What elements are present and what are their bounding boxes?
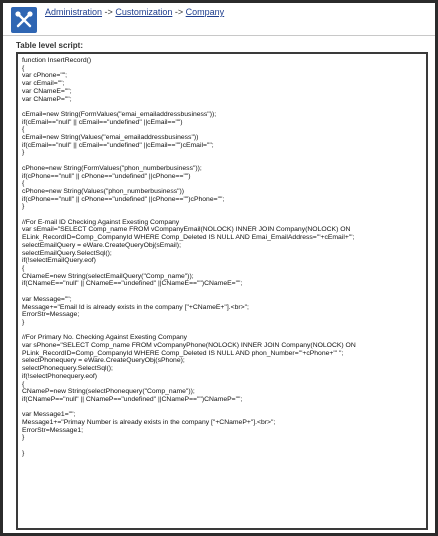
script-line [22, 157, 422, 165]
script-line: if(!selectPhonequery.eof) [22, 372, 98, 380]
script-line: var cEmail=""; [22, 80, 65, 88]
script-line: if(cEmail=="null" || cEmail=="undefined" ||cEmail=="")cEmail=""; [22, 141, 214, 149]
script-line [22, 442, 422, 450]
script-line: } [22, 449, 25, 457]
script-line: } [22, 149, 25, 157]
admin-window [3, 3, 435, 533]
breadcrumb-separator: -> [174, 7, 184, 17]
script-line: function InsertRecord() [22, 57, 92, 64]
script-line: var Message=""; [22, 295, 72, 303]
admin-tools-icon[interactable] [11, 7, 37, 33]
script-line: } [22, 434, 25, 442]
script-line: { [22, 180, 25, 188]
script-line [22, 103, 422, 111]
script-line: if(cEmail=="null" || cEmail=="undefined" ||cEmail=="") [22, 118, 183, 126]
script-line: } [22, 203, 25, 211]
script-line: CNameE=new String(selectEmailQuery("Comp_name")); [22, 272, 194, 280]
script-line: ErrorStr=Message1; [22, 426, 84, 434]
script-line: { [22, 380, 25, 388]
breadcrumb [45, 7, 224, 17]
script-line: if(CNameP=="null" || CNameP=="undefined" ||CNameP=="")CNameP=""; [22, 395, 243, 403]
script-line: cPhone=new String(FormValues("phon_numberbusiness")); [22, 164, 202, 172]
script-line: selectPhonequery = eWare.CreateQueryObj(sPhone); [22, 357, 185, 365]
script-line: var cPhone=""; [22, 72, 68, 80]
script-line: { [22, 264, 25, 272]
script-line: ELink_RecordID=Comp_CompanyId WHERE Comp_Deleted IS NULL AND Emai_EmailAddress='"+cEmail+"'; [22, 234, 355, 242]
script-line [22, 288, 422, 296]
script-line: //For E-mail ID Checking Against Exesting Company [22, 218, 180, 226]
script-line: CNameP=new String(selectPhonequery("Comp_name")); [22, 388, 195, 396]
script-line: if(!selectEmailQuery.eof) [22, 257, 96, 265]
script-line [22, 327, 422, 335]
script-line: } [22, 318, 25, 326]
script-line: Message1+="Primay Number is already exists in the company ["+CNameP+"].<br>"; [22, 419, 276, 427]
script-line: var sEmail="SELECT Comp_name FROM vCompanyEmail(NOLOCK) INNER JOIN Company(NOLOCK) ON [22, 226, 351, 234]
script-line: cEmail=new String(Values("emai_emailaddressbusiness")) [22, 134, 199, 142]
table-level-script-textarea[interactable] [16, 52, 428, 530]
script-line: selectEmailQuery.SelectSql(); [22, 249, 112, 257]
script-line: var Message1=""; [22, 411, 76, 419]
script-line [22, 404, 422, 412]
script-content [22, 57, 422, 458]
page-header [3, 3, 435, 36]
script-line: var CNameP=""; [22, 95, 72, 103]
breadcrumb-administration[interactable]: Administration [45, 7, 103, 17]
script-line: var CNameE=""; [22, 87, 72, 95]
script-line: ErrorStr=Message; [22, 311, 80, 319]
script-line: selectEmailQuery = eWare.CreateQueryObj(sEmail); [22, 241, 181, 249]
breadcrumb-separator: -> [104, 7, 113, 17]
script-line: { [22, 126, 25, 134]
script-line: Message+="Email Id is already exists in the company ["+CNameE+"].<br>"; [22, 303, 249, 311]
breadcrumb-company[interactable]: Company [185, 7, 225, 17]
breadcrumb-customization[interactable]: Customization [115, 7, 173, 17]
script-line [22, 211, 422, 219]
script-line: if(cPhone=="null" || cPhone=="undefined" ||cPhone=="")cPhone=""; [22, 195, 225, 203]
script-line: cEmail=new String(FormValues("emai_emailaddressbusiness")); [22, 110, 217, 118]
script-line: cPhone=new String(Values("phon_numberbusiness")) [22, 187, 185, 195]
script-line: if(CNameE=="null" || CNameE=="undefined" ||CNameE=="")CNameE=""; [22, 280, 243, 288]
script-line: //For Primary No. Checking Against Exesting Company [22, 334, 188, 342]
script-line: PLink_RecordID=Comp_CompanyId WHERE Comp_Deleted IS NULL AND phon_Number='"+cPhone+"' "; [22, 349, 344, 357]
script-line: selectPhonequery.SelectSql(); [22, 365, 113, 373]
table-level-script-label: Table level script: [16, 41, 83, 50]
script-line: { [22, 64, 25, 72]
script-line: var sPhone="SELECT Comp_name FROM vCompanyPhone(NOLOCK) INNER JOIN Company(NOLOCK) ON [22, 342, 356, 350]
script-line: if(cPhone=="null" || cPhone=="undefined" ||cPhone=="") [22, 172, 191, 180]
